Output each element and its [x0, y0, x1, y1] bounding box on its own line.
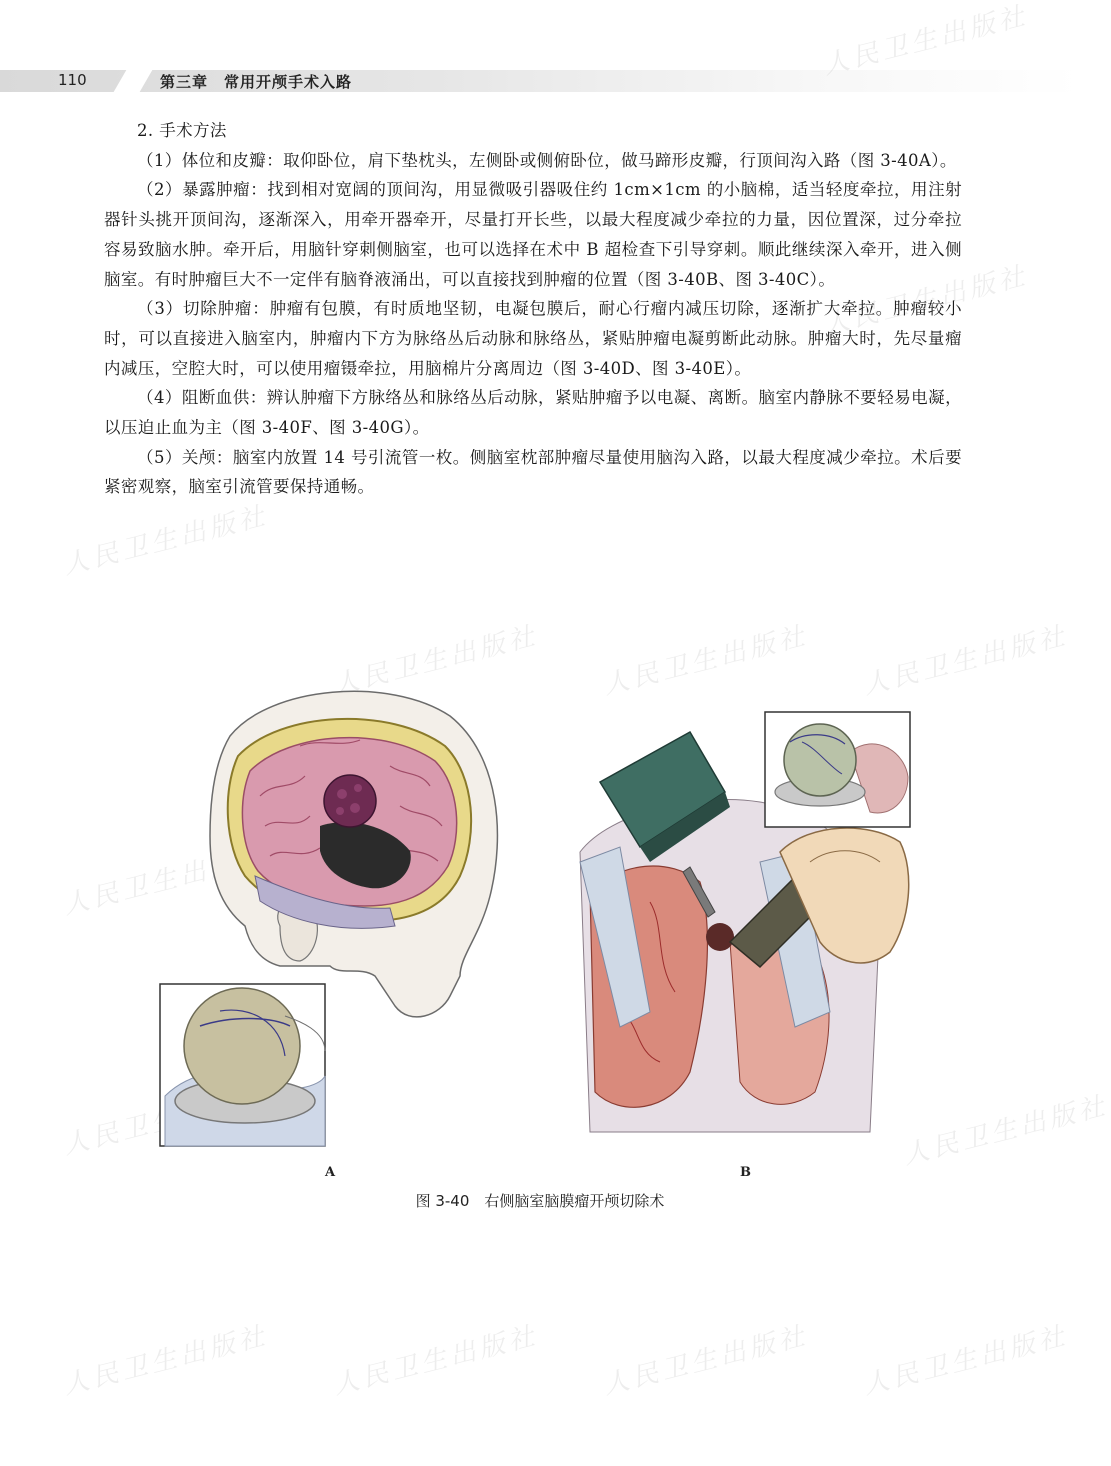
figure-label-a: A [325, 1165, 336, 1180]
figure-3-40a-illustration [160, 676, 505, 1146]
figure-caption: 图 3-40 右侧脑室脑膜瘤开颅切除术 [415, 1192, 665, 1210]
paragraph-resect-tumor: （3）切除肿瘤：肿瘤有包膜，有时质地坚韧，电凝包膜后，耐心行瘤内减压切除，逐渐扩大牵拉。肿瘤较小时，可以直接进入脑室内，肿瘤内下方为脉络丛后动脉和脉络丛，紧贴肿瘤电凝剪断此动脉。肿瘤大时，先尽量瘤内减压，空腔大时，可以使用瘤镊牵拉，用脑棉片分离周边（图 3-40D、图 3-40E）。 [104, 299, 962, 378]
figure-3-40b-illustration [580, 712, 910, 1142]
paragraph-expose-tumor: （2）暴露肿瘤：找到相对宽阔的顶间沟，用显微吸引器吸住约 1cm×1cm 的小脑棉，适当轻度牵拉，用注射器针头挑开顶间沟，逐渐深入，用牵开器牵开，尽量打开长些，以最大程度减少牵拉的力量，因位置深，过分牵拉容易致脑水肿。牵开后，用脑针穿刺侧脑室，也可以选择在术中 B 超检查下引导穿刺。顺此继续深入牵开，进入侧脑室。有时肿瘤巨大不一定伴有脑脊液涌出，可以直接找到肿瘤的位置（图 3-40B、图 3-40C）。 [104, 180, 962, 289]
paragraph-closure: （5）关颅：脑室内放置 14 号引流管一枚。侧脑室枕部肿瘤尽量使用脑沟入路，以最大程度减少牵拉。术后要紧密观察，脑室引流管要保持通畅。 [104, 447, 962, 497]
body-text [104, 116, 962, 502]
chapter-title: 第三章 常用开颅手术入路 [160, 73, 353, 91]
paragraph-position-flap: （1）体位和皮瓣：取仰卧位，肩下垫枕头，左侧卧或侧俯卧位，做马蹄形皮瓣，行顶间沟入路（图 3-40A）。 [137, 150, 957, 170]
figure-label-b: B [740, 1165, 751, 1180]
page-number: 110 [58, 71, 87, 89]
publisher-watermark: 人民卫生出版社 人民卫生出版社 人民卫生出版社 人民卫生出版社 人民卫生出版社 人民卫生出版社 人民卫生出版社 人民卫生出版社 人民卫生出版社 人民卫生出版社 人民卫生出版社 人民卫生出版社 [60, 0, 1111, 1401]
paragraph-block-blood-supply: （4）阻断血供：辨认肿瘤下方脉络丛和脉络丛后动脉，紧贴肿瘤予以电凝、离断。脑室内静脉不要轻易电凝，以压迫止血为主（图 3-40F、图 3-40G）。 [104, 388, 962, 438]
section-heading: 2. 手术方法 [137, 121, 227, 140]
